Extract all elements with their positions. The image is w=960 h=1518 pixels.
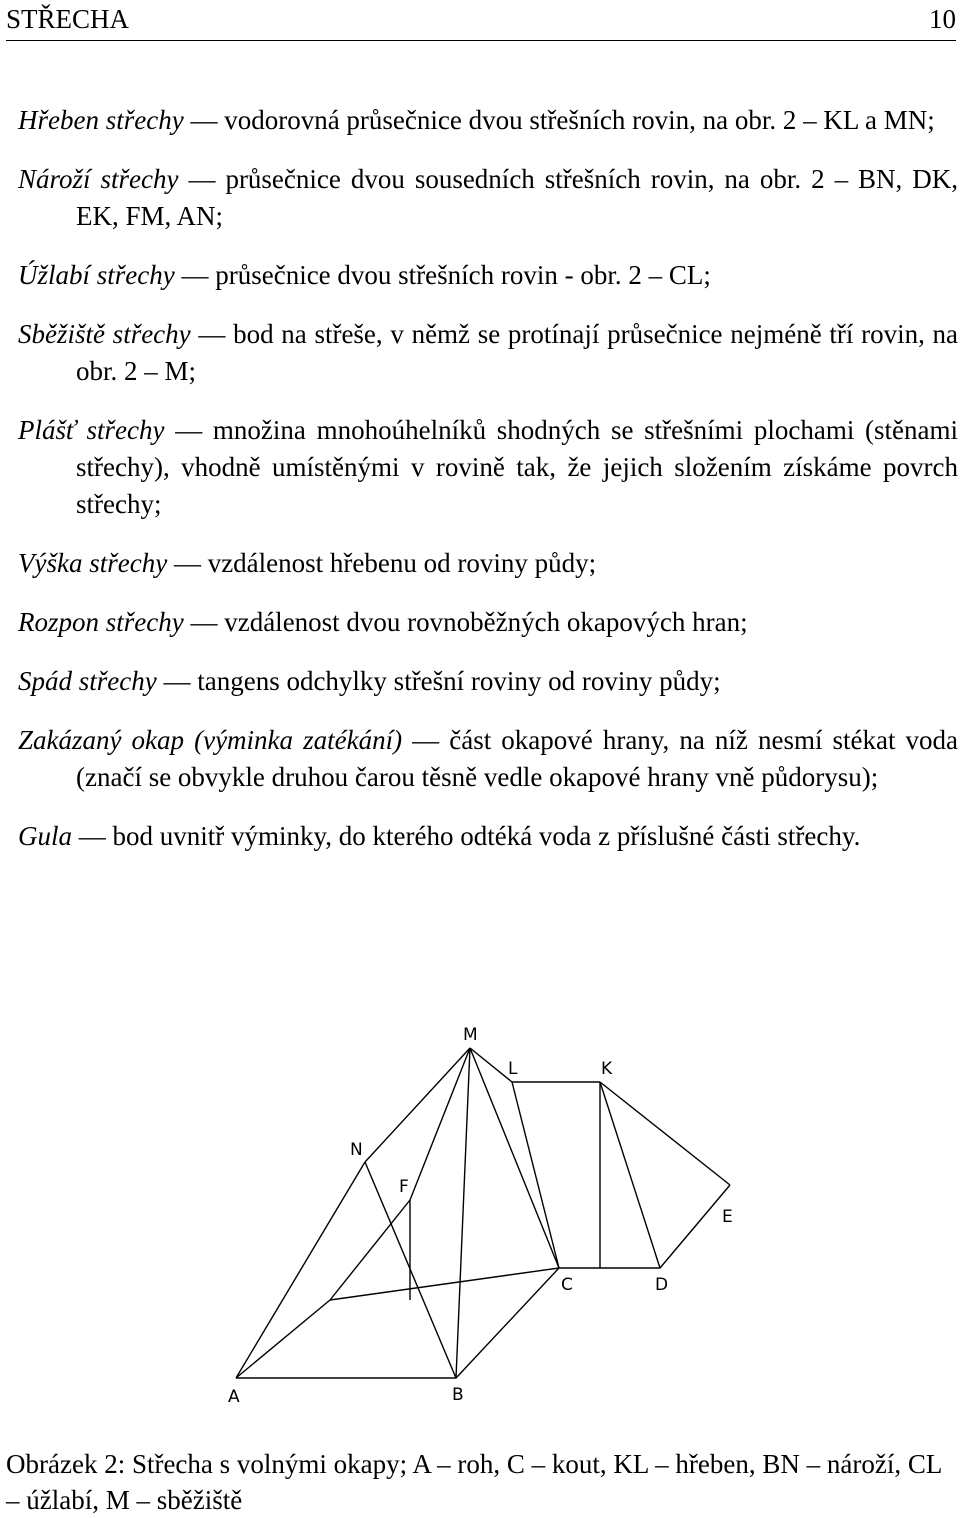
- label-b: B: [452, 1385, 464, 1405]
- figure-caption: Obrázek 2: Střecha s volnými okapy; A – roh, C – kout, KL – hřeben, BN – nároží, CL – úžlabí, M – sběžiště: [6, 1449, 942, 1515]
- page-number: 10: [929, 4, 956, 34]
- label-l: L: [508, 1059, 518, 1079]
- definition-term: Nároží střechy: [18, 164, 179, 194]
- label-a: A: [228, 1387, 240, 1407]
- hip-bn: [365, 1162, 456, 1378]
- definition-term: Úžlabí střechy: [18, 260, 175, 290]
- definition-item: [18, 316, 958, 390]
- vertex-labels: [228, 1025, 733, 1407]
- definition-item: [18, 102, 958, 139]
- definition-text: bod na střeše, v němž se protínají průsečnice nejméně tří rovin, na obr. 2 – M;: [76, 319, 959, 386]
- definition-text: vodorovná průsečnice dvou střešních rovin, na obr. 2 – KL a MN;: [224, 105, 935, 135]
- label-n: N: [350, 1140, 363, 1160]
- definition-text: vzdálenost hřebenu od roviny půdy;: [207, 548, 597, 578]
- definition-term: Výška střechy: [18, 548, 168, 578]
- definition-dash: —: [188, 164, 216, 194]
- definition-text: část okapové hrany, na níž nesmí stékat voda (značí se obvykle druhou čarou těsně vedle okapové hrany vně půdorysu);: [76, 725, 959, 792]
- label-m: M: [463, 1025, 478, 1045]
- definition-text: bod uvnitř výminky, do kterého odtéká voda z příslušné části střechy.: [112, 821, 861, 851]
- definition-dash: —: [173, 548, 201, 578]
- definition-text: tangens odchylky střešní roviny od roviny půdy;: [197, 666, 721, 696]
- definition-text: množina mnohoúhelníků shodných se střešními plochami (stěnami střechy), vhodně umístěnými v rovině tak, že jejich složením získáme povrch střechy;: [76, 415, 958, 519]
- definition-term: Sběžiště střechy: [18, 319, 191, 349]
- edge-mc: [470, 1048, 559, 1268]
- definition-text: průsečnice dvou sousedních střešních rovin, na obr. 2 – BN, DK, EK, FM, AN;: [76, 164, 959, 231]
- definition-dash: —: [78, 821, 106, 851]
- definition-term: Zakázaný okap (výminka zatékání): [18, 725, 403, 755]
- definition-dash: —: [198, 319, 226, 349]
- valley-cl: [512, 1082, 559, 1268]
- hip-fm: [410, 1048, 470, 1200]
- definition-dash: —: [190, 105, 218, 135]
- hidden-eave-d: [330, 1268, 559, 1300]
- label-k: K: [601, 1059, 613, 1079]
- definition-term: Rozpon střechy: [18, 607, 184, 637]
- definition-term: Plášť střechy: [18, 415, 165, 445]
- roof-figure: [200, 1015, 780, 1415]
- definition-term: Spád střechy: [18, 666, 157, 696]
- definition-item: [18, 412, 958, 523]
- roof-diagram: [200, 1015, 780, 1415]
- label-e: E: [722, 1207, 733, 1227]
- definition-item: [18, 663, 958, 700]
- chapter-title: STŘECHA: [6, 4, 130, 34]
- definition-item: [18, 722, 958, 796]
- definition-list: [18, 102, 958, 877]
- definition-term: Gula: [18, 821, 72, 851]
- definition-dash: —: [175, 415, 203, 445]
- hip-an: [236, 1162, 365, 1378]
- definition-dash: —: [190, 607, 218, 637]
- hip-dk: [600, 1082, 660, 1268]
- ridge-mn: [365, 1048, 470, 1162]
- definition-term: Hřeben střechy: [18, 105, 184, 135]
- hip-ek: [600, 1082, 730, 1185]
- definition-item: [18, 257, 958, 294]
- definition-dash: —: [163, 666, 191, 696]
- definition-dash: —: [412, 725, 440, 755]
- label-f: F: [399, 1177, 409, 1197]
- label-d: D: [655, 1275, 669, 1295]
- hidden-eave-a: [236, 1300, 330, 1378]
- label-c: C: [561, 1275, 573, 1295]
- page-header: [6, 0, 956, 41]
- definition-text: průsečnice dvou střešních rovin - obr. 2 – CL;: [215, 260, 711, 290]
- definition-item: [18, 161, 958, 235]
- edge-mb: [456, 1048, 470, 1378]
- definition-item: [18, 545, 958, 582]
- definition-dash: —: [181, 260, 209, 290]
- definition-item: [18, 604, 958, 641]
- definition-text: vzdálenost dvou rovnoběžných okapových hran;: [224, 607, 748, 637]
- hidden-eave-b: [330, 1200, 410, 1300]
- roof-edges: [236, 1048, 730, 1378]
- definition-item: [18, 818, 958, 855]
